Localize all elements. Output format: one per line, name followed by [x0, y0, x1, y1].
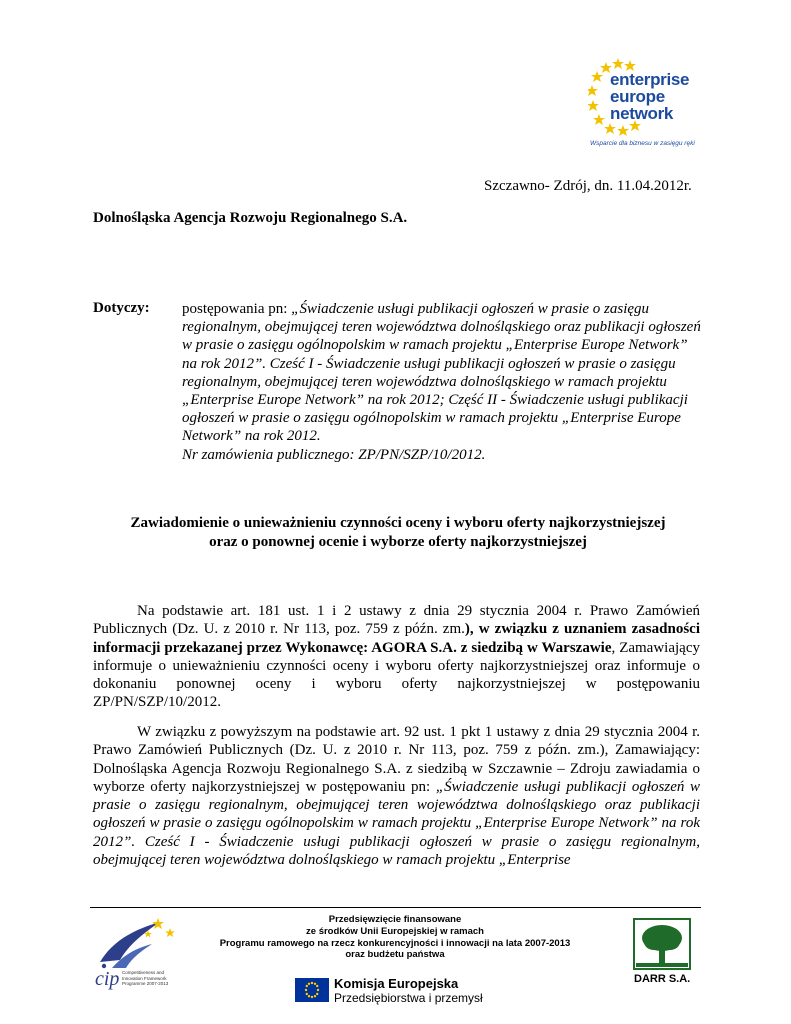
paragraph-2-part-b: „Świadczenie usługi publikacji ogłoszeń w prasie o zasięgu regionalnym, obejmującej teren województwa dolnośląskiego oraz publikacji ogłoszeń w prasie o zasięgu ogólnopolskim w ramach projektu „Enterprise Europe Network” na rok 2012”. Cześć I - Świadczenie usługi publikacji ogłoszeń w prasie o zasięgu regionalnym, obejmującej teren województwa dolnośląskiego w ramach projektu „Enterprise: [93, 778, 701, 869]
eu-flag-icon: [295, 978, 329, 1002]
paragraph-1-part-c: , Zamawiający informuje o unieważnieniu czynności oceny i wyboru oferty najkorzystniejszej oraz informuje o dokonaniu ponownej oceny i wyboru oferty najkorzystniejszej w postępowaniu ZP/PN/SZP/10/2012.: [93, 639, 700, 711]
footer-divider: [90, 907, 701, 908]
paragraph-2-part-a: W związku z powyższym na podstawie art. 92 ust. 1 pkt 1 ustawy z dnia 29 stycznia 2004 r. Prawo Zamówień Publicznych (Dz. U. z 2010 r. Nr 113, poz. 759 z późn. zm.), Zamawiający: Dolnośląska Agencja Rozwoju Regionalnego S.A. z siedzibą w Szczawnie – Zdroju zawiadamia o wyborze oferty najkorzystniejszej w postępowaniu pn:: [93, 724, 700, 795]
darr-tree-logo-icon: [632, 918, 692, 970]
notice-heading-line1: Zawiadomienie o unieważnieniu czynności oceny i wyboru oferty najkorzystniejszej: [130, 515, 666, 531]
notice-heading: [93, 514, 703, 552]
cip-programme-text: Competitiveness and Innovation Framework Programme 2007-2013: [122, 970, 169, 986]
subject-prefix: postępowania pn:: [182, 301, 292, 317]
logo-line-europe: europe: [610, 87, 665, 106]
funding-line-2: ze środków Unii Europejskiej w ramach: [306, 925, 484, 937]
darr-label: DARR S.A.: [634, 973, 691, 985]
enterprise-europe-network-logo: [588, 58, 708, 154]
logo-line-network: network: [610, 104, 674, 123]
eu-department-label: Przedsiębiorstwa i przemysł: [334, 991, 483, 1005]
funding-statement: [200, 914, 590, 961]
subject-body: [182, 300, 702, 464]
paragraph-1-part-a: Na podstawie art. 181 ust. 1 i 2 ustawy z dnia 29 stycznia 2004 r. Prawo Zamówień Publicznych (Dz. U. z 2010 r. Nr 113, poz. 759 z późn. zm.: [93, 603, 700, 638]
subject-label: Dotyczy:: [93, 300, 150, 316]
letter-date: Szczawno- Zdrój, dn. 11.04.2012r.: [484, 178, 692, 194]
funding-line-4: oraz budżetu państwa: [345, 949, 445, 961]
notice-heading-line2: oraz o ponownej ocenie i wyborze oferty najkorzystniejszej: [209, 534, 587, 550]
logo-tagline: Wsparcie dla biznesu w zasięgu ręki: [590, 140, 695, 147]
subject-title: „Świadczenie usługi publikacji ogłoszeń w prasie o zasięgu regionalnym, obejmującej teren województwa dolnośląskiego oraz publikacji ogłoszeń w prasie o zasięgu ogólnopolskim w ramach projektu „Enterprise Europe Network” na rok 2012”. Cześć I - Świadczenie usługi publikacji ogłoszeń w prasie o zasięgu regionalnym, obejmującej teren województwa dolnośląskiego w ramach projektu „Enterprise Europe Network” na rok 2012; Część II - Świadczenie usługi publikacji ogłoszeń w prasie o zasięgu ogólnopolskim w ramach projektu „Enterprise Europe Network” na rok 2012.: [182, 301, 701, 445]
paragraph-1: [93, 602, 700, 712]
paragraph-2: [93, 723, 700, 869]
letter-recipient: Dolnośląska Agencja Rozwoju Regionalnego S.A.: [93, 210, 408, 226]
cip-label: cip: [95, 968, 120, 990]
funding-line-1: Przedsięwzięcie finansowane: [328, 914, 462, 925]
paragraph-1-part-b: ), w związku z uznaniem zasadności informacji przekazanej przez Wykonawcę: AGORA S.A. z siedzibą w Warszawie: [93, 621, 700, 656]
eu-commission-label: Komisja Europejska: [334, 976, 459, 991]
logo-wordmark: [610, 71, 689, 122]
subject-order-number: Nr zamówienia publicznego: ZP/PN/SZP/10/2012.: [182, 446, 486, 463]
logo-line-enterprise: enterprise: [610, 70, 690, 89]
funding-line-3: Programu ramowego na rzecz konkurencyjności i innowacji na lata 2007-2013: [219, 937, 571, 949]
